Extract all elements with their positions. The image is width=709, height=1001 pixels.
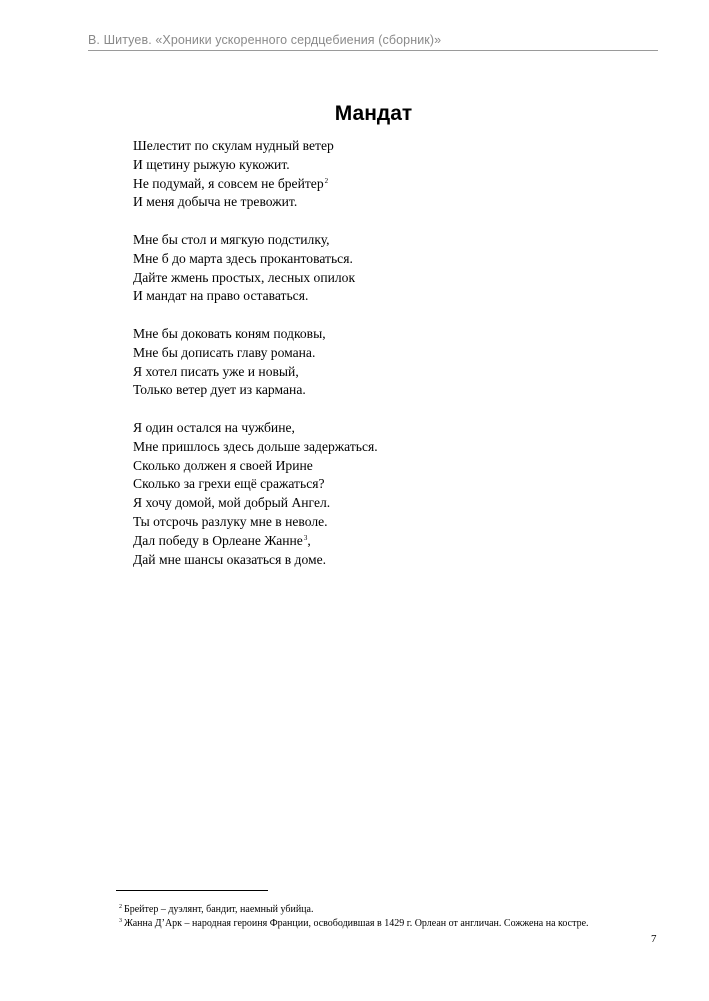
stanza-4 [133, 419, 378, 569]
running-header: В. Шитуев. «Хроники ускоренного сердцебиения (сборник)» [88, 33, 442, 47]
poem-line: И мандат на право оставаться. [133, 288, 309, 304]
footnotes [119, 903, 589, 931]
poem-line [133, 175, 378, 194]
poem-title: Мандат [334, 102, 413, 125]
poem-line: Я один остался на чужбине, [133, 419, 295, 435]
footnote-ref-3[interactable]: 3 [303, 533, 308, 542]
poem-line: Ты отсрочь разлуку мне в неволе. [133, 513, 328, 529]
poem-line: Только ветер дует из кармана. [133, 382, 306, 398]
poem-line: Дай мне шансы оказаться в доме. [133, 551, 327, 567]
poem-line: Сколько за грехи ещё сражаться? [133, 476, 325, 492]
poem-line: Я хотел писать уже и новый, [133, 363, 299, 379]
poem-line: Я хочу домой, мой добрый Ангел. [133, 495, 331, 511]
poem-line: И меня добыча не тревожит. [133, 194, 298, 210]
poem-line: Мне пришлось здесь дольше задержаться. [133, 438, 378, 454]
footnote-marker: 2 [119, 904, 122, 910]
comma-punctuation: , [307, 532, 311, 548]
footnote-2 [119, 903, 589, 917]
poem-line: Дайте жмень простых, лесных опилок [133, 269, 356, 285]
poem-line: Шелестит по скулам нудный ветер [133, 138, 334, 153]
poem-body [133, 137, 378, 588]
poem-line: Мне бы доковать коням подковы, [133, 325, 326, 341]
stanza-3 [133, 325, 378, 400]
footnote-text: Жанна Д’Арк – народная героиня Франции, освободившая в 1429 г. Орлеан от англичан. Сожжена на костре. [124, 918, 589, 929]
stanza-1 [133, 137, 378, 212]
footnote-separator [116, 890, 268, 891]
footnote-ref-2[interactable]: 2 [324, 176, 329, 185]
header-divider [88, 50, 658, 51]
poem-line: Мне б до марта здесь прокантоваться. [133, 250, 353, 266]
footnote-text: Брейтер – дуэлянт, бандит, наемный убийца. [124, 904, 314, 915]
poem-line: Мне бы стол и мягкую подстилку, [133, 231, 330, 247]
poem-line-text: Дал победу в Орлеане Жанне [133, 532, 303, 548]
footnote-marker: 3 [119, 918, 122, 924]
poem-line [133, 532, 378, 551]
footnote-3 [119, 917, 589, 931]
poem-line: Мне бы дописать главу романа. [133, 344, 316, 360]
poem-line: Сколько должен я своей Ирине [133, 457, 313, 473]
poem-line: И щетину рыжую кукожит. [133, 156, 290, 172]
page-number: 7 [651, 933, 657, 945]
poem-line-text: Не подумай, я совсем не брейтер [133, 175, 324, 191]
stanza-2 [133, 231, 378, 306]
